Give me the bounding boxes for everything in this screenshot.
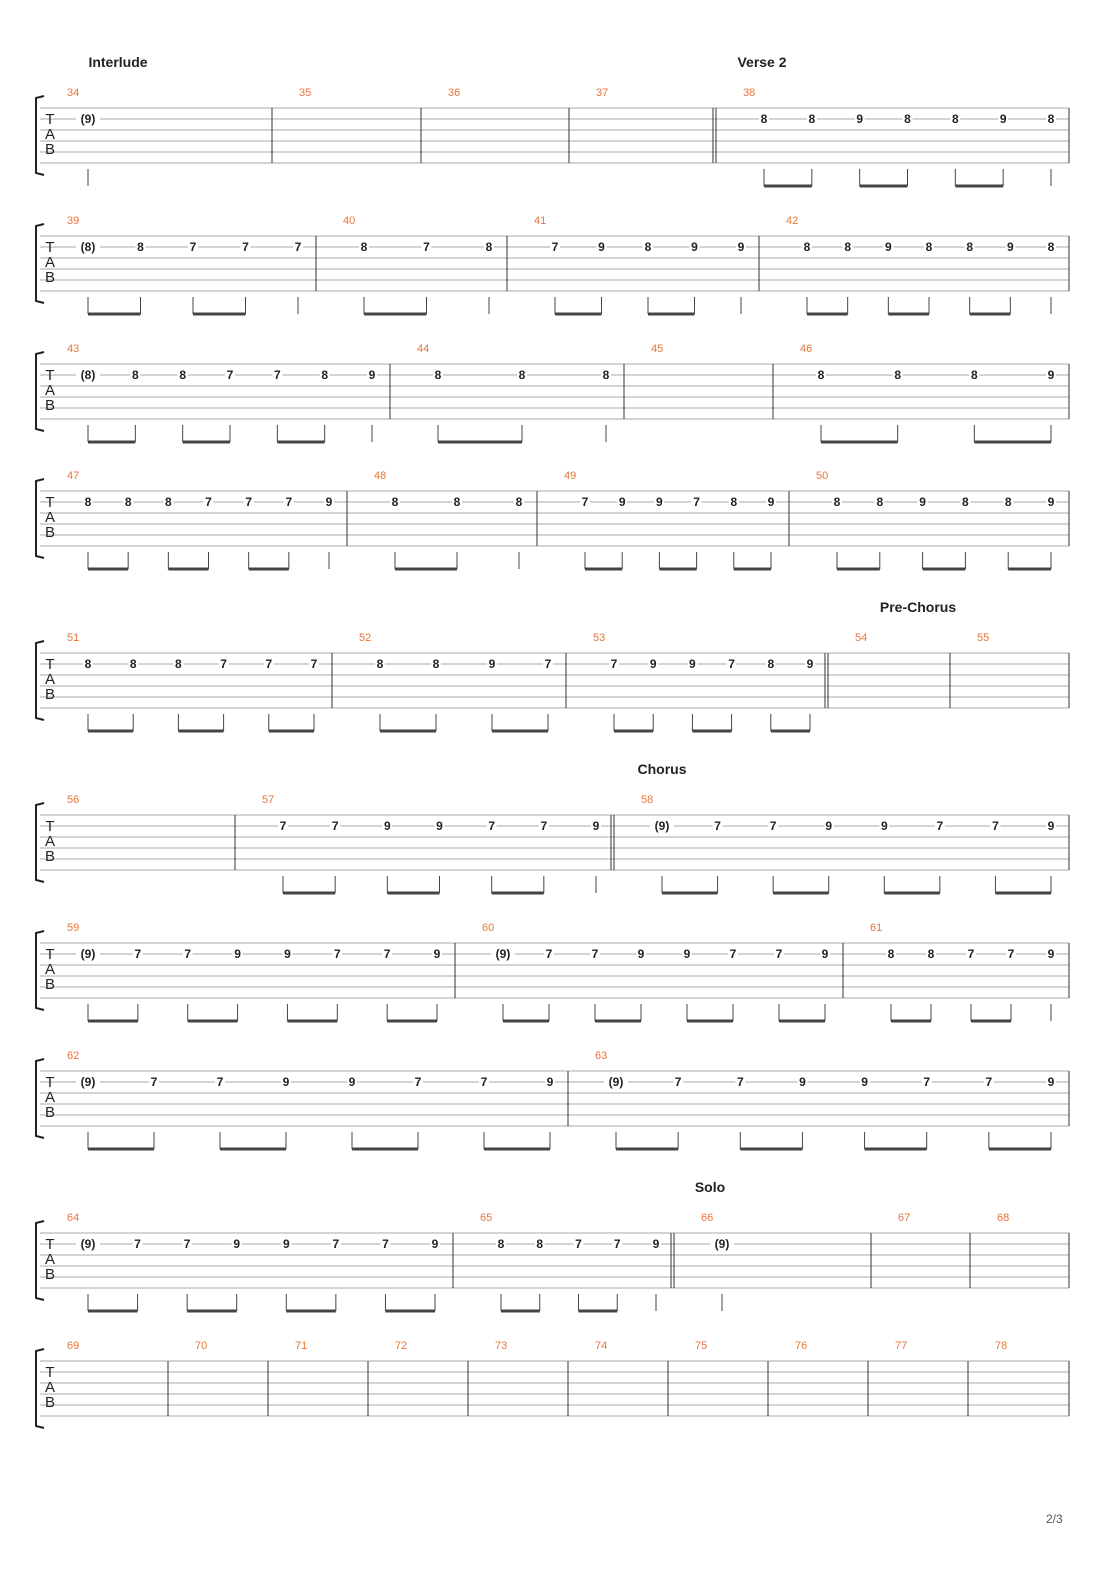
fret-number: 7: [775, 947, 783, 961]
measure-number: 56: [67, 794, 80, 806]
fret-number: 7: [184, 947, 192, 961]
tab-clef-letter: B: [44, 269, 56, 286]
fret-number: 8: [376, 657, 384, 671]
tab-clef-letter: B: [44, 1104, 56, 1121]
tab-clef-letter: B: [44, 686, 56, 703]
fret-number: 8: [432, 657, 440, 671]
measure-number: 65: [480, 1212, 493, 1224]
fret-number: 9: [234, 947, 241, 961]
measure-number: 51: [67, 632, 80, 644]
fret-number: 9: [691, 240, 698, 254]
fret-number: 8: [84, 495, 92, 509]
measure-number: 45: [651, 343, 664, 355]
measure-number: 54: [855, 632, 868, 644]
fret-number: 8: [808, 112, 816, 126]
fret-number: 8: [124, 495, 132, 509]
fret-number: 7: [544, 657, 552, 671]
fret-number: 8: [515, 495, 523, 509]
fret-number: 9: [880, 819, 888, 833]
fret-number: 9: [825, 819, 833, 833]
fret-number: (9): [80, 1075, 96, 1089]
fret-number: 9: [652, 1237, 660, 1251]
fret-number: 7: [265, 657, 273, 671]
fret-number: 7: [729, 947, 737, 961]
measure-number: 64: [67, 1212, 80, 1224]
fret-number: 7: [923, 1075, 931, 1089]
fret-number: 7: [382, 1237, 389, 1251]
fret-number: 8: [833, 495, 841, 509]
measure-number: 70: [195, 1340, 208, 1352]
measure-number: 47: [67, 470, 80, 482]
measure-number: 53: [593, 632, 606, 644]
tab-clef-letter: T: [45, 111, 55, 128]
measure-number: 52: [359, 632, 372, 644]
measure-number: 60: [482, 922, 495, 934]
tab-clef-letter: B: [44, 397, 56, 414]
fret-number: 8: [131, 368, 139, 382]
fret-number: 7: [279, 819, 287, 833]
fret-number: 9: [1047, 1075, 1055, 1089]
fret-number: 9: [233, 1237, 241, 1251]
fret-number: 9: [488, 657, 496, 671]
measure-number: 69: [67, 1340, 80, 1352]
measure-number: 73: [495, 1340, 508, 1352]
tab-clef-letter: T: [45, 656, 55, 673]
tab-system: [36, 599, 1069, 731]
measure-number: 58: [641, 794, 654, 806]
tab-clef-letter: B: [44, 1394, 56, 1411]
tab-clef-letter: A: [44, 509, 56, 526]
measure-number: 36: [448, 87, 461, 99]
fret-number: 9: [546, 1075, 554, 1089]
measure-number: 35: [299, 87, 312, 99]
tab-clef-letter: A: [44, 126, 56, 143]
fret-number: 7: [1007, 947, 1015, 961]
fret-number: 9: [799, 1075, 806, 1089]
fret-number: 9: [383, 819, 391, 833]
fret-number: 8: [360, 240, 368, 254]
fret-number: 7: [581, 495, 589, 509]
measure-number: 63: [595, 1050, 608, 1062]
fret-number: (8): [80, 368, 96, 382]
fret-number: 7: [310, 657, 318, 671]
fret-number: 7: [134, 947, 142, 961]
tab-system: [36, 215, 1069, 314]
page-number: 2/3: [1046, 1512, 1063, 1526]
tab-clef-letter: T: [45, 1364, 55, 1381]
fret-number: 7: [545, 947, 553, 961]
fret-number: 8: [951, 112, 959, 126]
fret-number: 9: [348, 1075, 356, 1089]
fret-number: 7: [332, 1237, 340, 1251]
tab-system: [36, 1340, 1069, 1428]
fret-number: 7: [480, 1075, 488, 1089]
fret-number: 7: [613, 1237, 621, 1251]
measure-number: 67: [898, 1212, 911, 1224]
fret-number: 8: [434, 368, 442, 382]
measure-number: 75: [695, 1340, 708, 1352]
fret-number: 8: [164, 495, 172, 509]
fret-number: 8: [876, 495, 884, 509]
fret-number: 7: [216, 1075, 224, 1089]
measure-number: 37: [596, 87, 609, 99]
fret-number: 9: [656, 495, 663, 509]
fret-number: 7: [693, 495, 700, 509]
fret-number: 8: [817, 368, 825, 382]
fret-number: 7: [331, 819, 339, 833]
measure-number: 78: [995, 1340, 1008, 1352]
tab-clef-letter: B: [44, 141, 56, 158]
fret-number: 7: [189, 240, 197, 254]
measure-number: 41: [534, 215, 547, 227]
fret-number: 7: [610, 657, 618, 671]
fret-number: 7: [967, 947, 975, 961]
fret-number: 7: [992, 819, 999, 833]
fret-number: 8: [644, 240, 652, 254]
fret-number: 9: [806, 657, 814, 671]
fret-number: 7: [242, 240, 249, 254]
measure-number: 61: [870, 922, 883, 934]
fret-number: 8: [966, 240, 974, 254]
fret-number: (9): [608, 1075, 624, 1089]
tab-clef-letter: B: [44, 976, 56, 993]
measure-number: 50: [816, 470, 829, 482]
fret-number: 9: [637, 947, 645, 961]
fret-number: 9: [861, 1075, 868, 1089]
tab-clef-letter: A: [44, 1251, 56, 1268]
fret-number: 8: [179, 368, 187, 382]
fret-number: (8): [80, 240, 96, 254]
fret-number: 9: [1006, 240, 1014, 254]
tab-clef-letter: A: [44, 382, 56, 399]
fret-number: 8: [453, 495, 461, 509]
fret-number: 8: [536, 1237, 544, 1251]
fret-number: (9): [80, 947, 96, 961]
fret-number: 7: [273, 368, 281, 382]
tab-clef-letter: T: [45, 367, 55, 384]
fret-number: 9: [433, 947, 441, 961]
measure-number: 77: [895, 1340, 908, 1352]
measure-number: 42: [786, 215, 799, 227]
fret-number: 7: [728, 657, 735, 671]
fret-number: 7: [245, 495, 253, 509]
fret-number: 7: [591, 947, 599, 961]
fret-number: 8: [497, 1237, 505, 1251]
fret-number: 7: [575, 1237, 582, 1251]
fret-number: 7: [674, 1075, 682, 1089]
fret-number: 8: [962, 495, 969, 509]
fret-number: 9: [737, 240, 745, 254]
fret-number: 7: [540, 819, 548, 833]
fret-number: 8: [1047, 240, 1055, 254]
tab-system: [36, 54, 1069, 186]
fret-number: 9: [1047, 495, 1055, 509]
fret-number: 8: [1047, 112, 1055, 126]
fret-number: 9: [598, 240, 605, 254]
fret-number: 9: [284, 947, 291, 961]
fret-number: 9: [592, 819, 600, 833]
fret-number: 9: [1047, 819, 1055, 833]
tab-clef-letter: A: [44, 1089, 56, 1106]
fret-number: 7: [333, 947, 341, 961]
measure-number: 40: [343, 215, 356, 227]
tab-clef-letter: A: [44, 254, 56, 271]
measure-number: 57: [262, 794, 275, 806]
fret-number: 9: [821, 947, 829, 961]
fret-number: (9): [80, 112, 96, 126]
fret-number: 7: [383, 947, 391, 961]
fret-number: 8: [321, 368, 329, 382]
measure-number: 48: [374, 470, 387, 482]
tab-clef-letter: T: [45, 239, 55, 256]
fret-number: 9: [368, 368, 376, 382]
fret-number: 8: [844, 240, 852, 254]
tab-system: [36, 343, 1069, 442]
fret-number: 9: [856, 112, 864, 126]
section-label: Solo: [694, 1179, 726, 1195]
fret-number: 8: [175, 657, 182, 671]
fret-number: 9: [919, 495, 926, 509]
section-label: Verse 2: [737, 54, 787, 70]
fret-number: 8: [485, 240, 493, 254]
section-label: Interlude: [88, 54, 148, 70]
tab-clef-letter: A: [44, 833, 56, 850]
fret-number: 8: [927, 947, 935, 961]
fret-number: 9: [431, 1237, 439, 1251]
fret-number: 7: [414, 1075, 422, 1089]
fret-number: 8: [803, 240, 811, 254]
measure-number: 76: [795, 1340, 808, 1352]
fret-number: 8: [887, 947, 895, 961]
fret-number: 8: [894, 368, 902, 382]
fret-number: 8: [84, 657, 92, 671]
fret-number: 9: [282, 1237, 290, 1251]
fret-number: 7: [736, 1075, 744, 1089]
measure-number: 55: [977, 632, 990, 644]
fret-number: 9: [683, 947, 691, 961]
tab-clef-letter: T: [45, 1236, 55, 1253]
fret-number: 9: [436, 819, 443, 833]
measure-number: 46: [800, 343, 813, 355]
measure-number: 71: [295, 1340, 308, 1352]
fret-number: 8: [137, 240, 144, 254]
fret-number: (9): [714, 1237, 730, 1251]
fret-number: 7: [769, 819, 777, 833]
fret-number: 7: [423, 240, 430, 254]
fret-number: 7: [985, 1075, 993, 1089]
tab-clef-letter: T: [45, 818, 55, 835]
tab-system: [36, 1050, 1069, 1149]
fret-number: 9: [649, 657, 657, 671]
section-label: Chorus: [637, 761, 687, 777]
fret-number: 8: [767, 657, 775, 671]
fret-number: 9: [618, 495, 626, 509]
tab-clef-letter: B: [44, 524, 56, 541]
fret-number: 7: [294, 240, 302, 254]
measure-number: 62: [67, 1050, 80, 1062]
measure-number: 68: [997, 1212, 1010, 1224]
measure-number: 49: [564, 470, 577, 482]
tab-system: [36, 1179, 1069, 1311]
fret-number: 7: [488, 819, 496, 833]
fret-number: 9: [1047, 368, 1055, 382]
fret-number: 8: [730, 495, 738, 509]
fret-number: 7: [714, 819, 721, 833]
fret-number: 7: [205, 495, 212, 509]
tab-clef-letter: A: [44, 961, 56, 978]
measure-number: 74: [595, 1340, 608, 1352]
fret-number: 9: [1047, 947, 1055, 961]
fret-number: 9: [767, 495, 775, 509]
measure-number: 72: [395, 1340, 408, 1352]
tab-clef-letter: A: [44, 1379, 56, 1396]
section-label: Pre-Chorus: [879, 599, 957, 615]
tab-clef-letter: B: [44, 848, 56, 865]
fret-number: 9: [999, 112, 1007, 126]
tab-clef-letter: T: [45, 946, 55, 963]
fret-number: 8: [760, 112, 768, 126]
fret-number: 8: [970, 368, 978, 382]
fret-number: 7: [936, 819, 944, 833]
fret-number: 8: [129, 657, 137, 671]
fret-number: 7: [226, 368, 234, 382]
fret-number: 9: [689, 657, 696, 671]
tab-system: [36, 922, 1069, 1021]
fret-number: (9): [654, 819, 670, 833]
fret-number: 7: [150, 1075, 158, 1089]
measure-number: 66: [701, 1212, 714, 1224]
fret-number: 8: [904, 112, 911, 126]
fret-number: 9: [325, 495, 333, 509]
measure-number: 38: [743, 87, 756, 99]
fret-number: 7: [134, 1237, 141, 1251]
fret-number: 8: [1004, 495, 1012, 509]
tab-system: [36, 470, 1069, 569]
fret-number: 8: [925, 240, 933, 254]
tab-clef-letter: B: [44, 1266, 56, 1283]
fret-number: 7: [285, 495, 293, 509]
fret-number: 8: [391, 495, 399, 509]
fret-number: (9): [495, 947, 511, 961]
measure-number: 43: [67, 343, 80, 355]
fret-number: 8: [518, 368, 526, 382]
measure-number: 39: [67, 215, 80, 227]
measure-number: 44: [417, 343, 430, 355]
fret-number: 7: [551, 240, 559, 254]
tab-clef-letter: A: [44, 671, 56, 688]
fret-number: 7: [183, 1237, 191, 1251]
measure-number: 59: [67, 922, 80, 934]
fret-number: 9: [884, 240, 892, 254]
fret-number: 7: [220, 657, 227, 671]
measure-number: 34: [67, 87, 80, 99]
fret-number: 9: [282, 1075, 290, 1089]
fret-number: (9): [80, 1237, 96, 1251]
tab-clef-letter: T: [45, 494, 55, 511]
tab-system: [36, 761, 1069, 893]
fret-number: 8: [602, 368, 610, 382]
tab-clef-letter: T: [45, 1074, 55, 1091]
